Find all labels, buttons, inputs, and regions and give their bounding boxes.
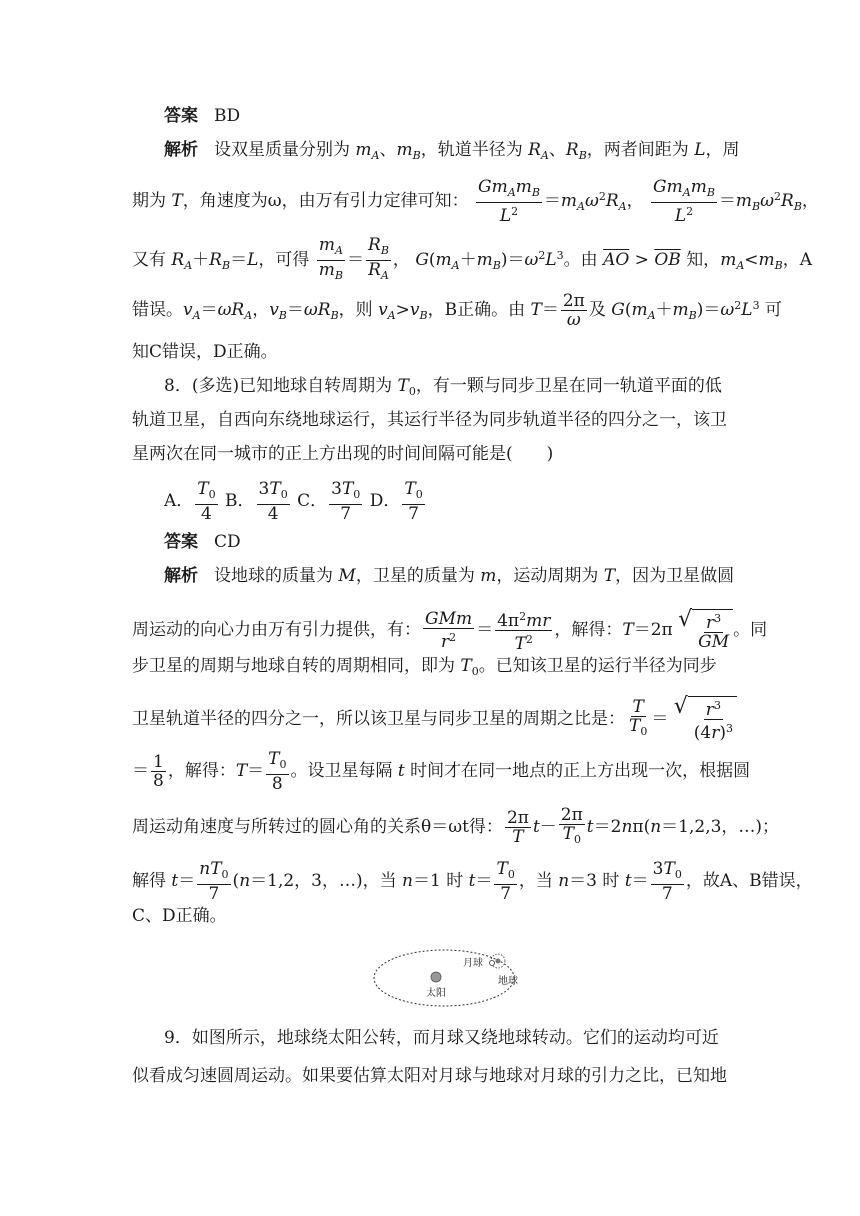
q7-answer: BD — [214, 106, 241, 126]
q7-answer-line — [164, 104, 764, 128]
formula-fraction: $\frac{m_A}{m_B}$ — [318, 235, 343, 282]
moon-icon — [490, 961, 495, 966]
q7-analysis-line-2: 期为 T，角速度为ω，由万有引力定律可知： $\frac{Gm_Am_B}{L^2}$ $=m_A\omega^2R_A$， $\frac{Gm_Am_B}{L^2}$ $=m_B\omega^2R_B$， — [132, 177, 819, 226]
analysis-label: 解析 — [164, 140, 198, 160]
q8-analysis-line-6: 周运动角速度与所转过的圆心角的关系θ＝ωt得： $\frac{2\pi}{T}$ t－ $\frac{2\pi}{T_0}$ t＝2nπ(n＝1,2,3，…)； — [132, 805, 780, 847]
q8-answer-line: 答案 CD — [164, 532, 241, 552]
q8-stem-line-3: 星两次在同一城市的正上方出现的时间间隔可能是( ) — [132, 444, 554, 464]
sun-label: 太阳 — [426, 988, 446, 999]
q8-answer: CD — [214, 532, 241, 552]
formula-fraction: $\frac{Gm_Am_B}{L^2}$ — [478, 177, 540, 226]
formula-fraction: $\frac{2\pi}{\omega}$ — [562, 291, 585, 330]
orbit-diagram — [370, 944, 526, 1010]
q8-analysis-line-7: 解得 t＝ $\frac{nT_0}{7}$ (n＝1,2，3，…)，当 n＝1 时 t＝ $\frac{T_0}{7}$ ，当 n＝3 时 t＝ $\frac{3T_0}{7}$ ，故A、B错误， — [132, 859, 813, 904]
earth-icon — [496, 959, 501, 964]
q9-stem-line-2: 似看成匀速圆周运动。如果要估算太阳对月球与地球对月球的引力之比，已知地 — [132, 1066, 727, 1086]
formula-fraction: $\frac{Gm_Am_B}{L^2}$ — [653, 177, 715, 226]
q9-stem-line-1: 9．如图所示，地球绕太阳公转，而月球又绕地球转动。它们的运动均可近 — [164, 1028, 719, 1048]
q7-analysis-line-5: 知C错误，D正确。 — [132, 342, 278, 362]
q8-analysis-line-1: 解析 设地球的质量为 M，卫星的质量为 m，运动周期为 T，因为卫星做圆 — [164, 566, 735, 586]
q8-analysis-line-8: C、D正确。 — [132, 906, 227, 926]
sun-icon — [431, 972, 441, 982]
answer-label: 答案 — [164, 106, 198, 126]
option-b[interactable]: B． $\frac{3T_0}{4}$ — [225, 479, 288, 524]
q8-analysis-line-4: 卫星轨道半径的四分之一，所以该卫星与同步卫星的周期之比是： $\frac{T}{T_0}$ ＝ √ $\frac{r^3}{(4r)^3}$ — [132, 696, 732, 742]
q8-options — [164, 480, 764, 523]
q8-analysis-line-3: 步卫星的周期与地球自转的周期相同，即为 $T_0$。已知该卫星的运行半径为同步 — [132, 656, 717, 678]
q8-analysis-line-2: 周运动的向心力由万有引力提供，有： $\frac{\text{GMm}}{r^2}$ ＝ $\frac{4\pi^2mr}{T^2}$ ，解得：T＝2π √ $\frac{r^3}{GM}$ 。同 — [132, 608, 732, 653]
formula-fraction: $\frac{R_B}{R_A}$ — [368, 235, 389, 282]
option-a[interactable]: A． $\frac{T_0}{4}$ — [164, 479, 216, 524]
q8-stem-line-2: 轨道卫星，自西向东绕地球运行，其运行半径为同步轨道半径的四分之一，该卫 — [132, 410, 727, 430]
option-c[interactable]: C． $\frac{3T_0}{7}$ — [297, 479, 361, 524]
earth-label: 地球 — [498, 976, 518, 987]
q7-analysis-line-1: 解析 设双星质量分别为 $m_A$、$m_B$，轨道半径为 $R_A$、$R_B$，两者间距为 L，周 — [164, 140, 740, 162]
option-d[interactable]: D． $\frac{T_0}{7}$ — [369, 479, 423, 524]
q7-analysis-line-3: 又有 $R_A+R_B=L$，可得 $\frac{m_A}{m_B}$ ＝ $\frac{R_B}{R_A}$ ， $G(m_A+m_B)=\omega^2L^3$。由 $\overline{AO} > \overline{OB}$ 知，$m_A<m_B$，A — [132, 236, 732, 285]
moon-label: 月球 — [463, 958, 483, 969]
q8-stem-line-1: 8．(多选)已知地球自转周期为 $T_0$，有一颗与同步卫星在同一轨道平面的低 — [164, 376, 722, 398]
q8-analysis-line-5: ＝ $\frac{1}{8}$ ，解得：T＝ $\frac{T_0}{8}$ 。设卫星每隔 t 时间才在同一地点的正上方出现一次，根据圆 — [132, 749, 751, 794]
q7-analysis-line-4: 错误。$v_A=\omega R_A$，$v_B=\omega R_B$，则 $v_A>v_B$，B正确。由 T＝ $\frac{2\pi}{\omega}$ 及 $G(m_A+m_B)=\omega^2L^3$ 可 — [132, 291, 782, 330]
